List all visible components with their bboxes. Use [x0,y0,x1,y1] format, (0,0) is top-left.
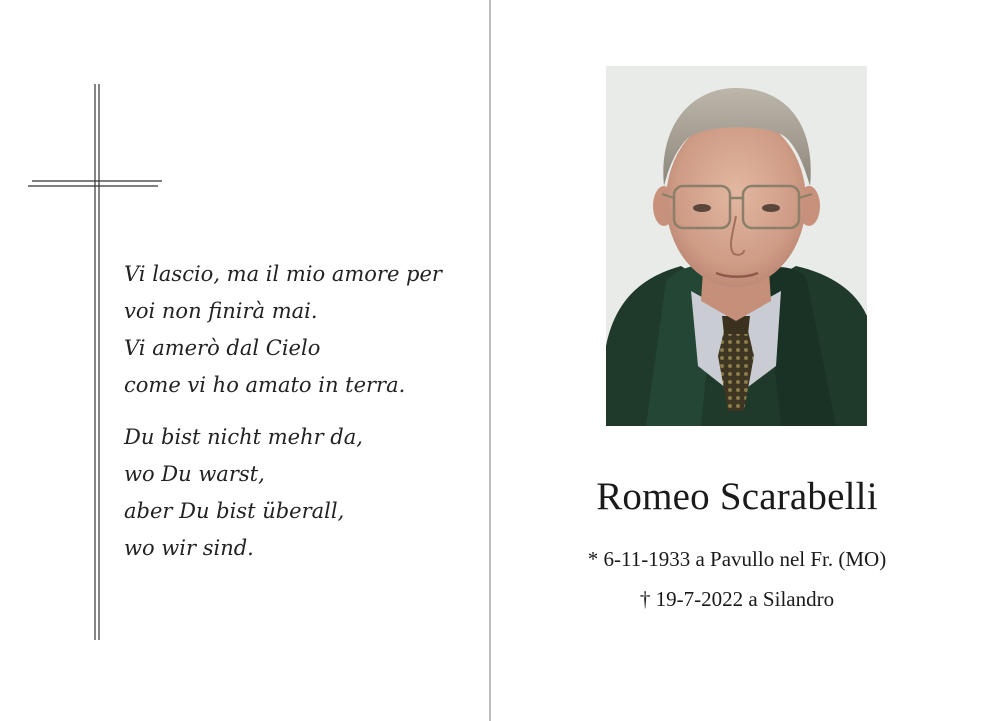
portrait-illustration [606,66,867,426]
poem-line: wo wir sind. [124,536,254,560]
poem-line: wo Du warst, [124,462,265,486]
poem-line: come vi ho amato in terra. [124,373,406,397]
portrait-photo [606,66,867,426]
poem-line: voi non finirà mai. [124,299,318,323]
poem-line: Du bist nicht mehr da, [124,425,363,449]
death-date: † 19-7-2022 a Silandro [639,587,835,611]
poem-line: Vi lascio, ma il mio amore per [124,262,442,286]
poem-stanza-italian [124,256,464,404]
poem-line: aber Du bist überall, [124,499,345,523]
birth-date: * 6-11-1933 a Pavullo nel Fr. (MO) [587,547,887,571]
poem-stanza-german [124,419,464,567]
deceased-name: Romeo Scarabelli [596,475,878,518]
poem-line: Vi amerò dal Cielo [124,336,321,360]
memorial-poem [124,256,464,567]
card-fold-line [489,0,491,721]
